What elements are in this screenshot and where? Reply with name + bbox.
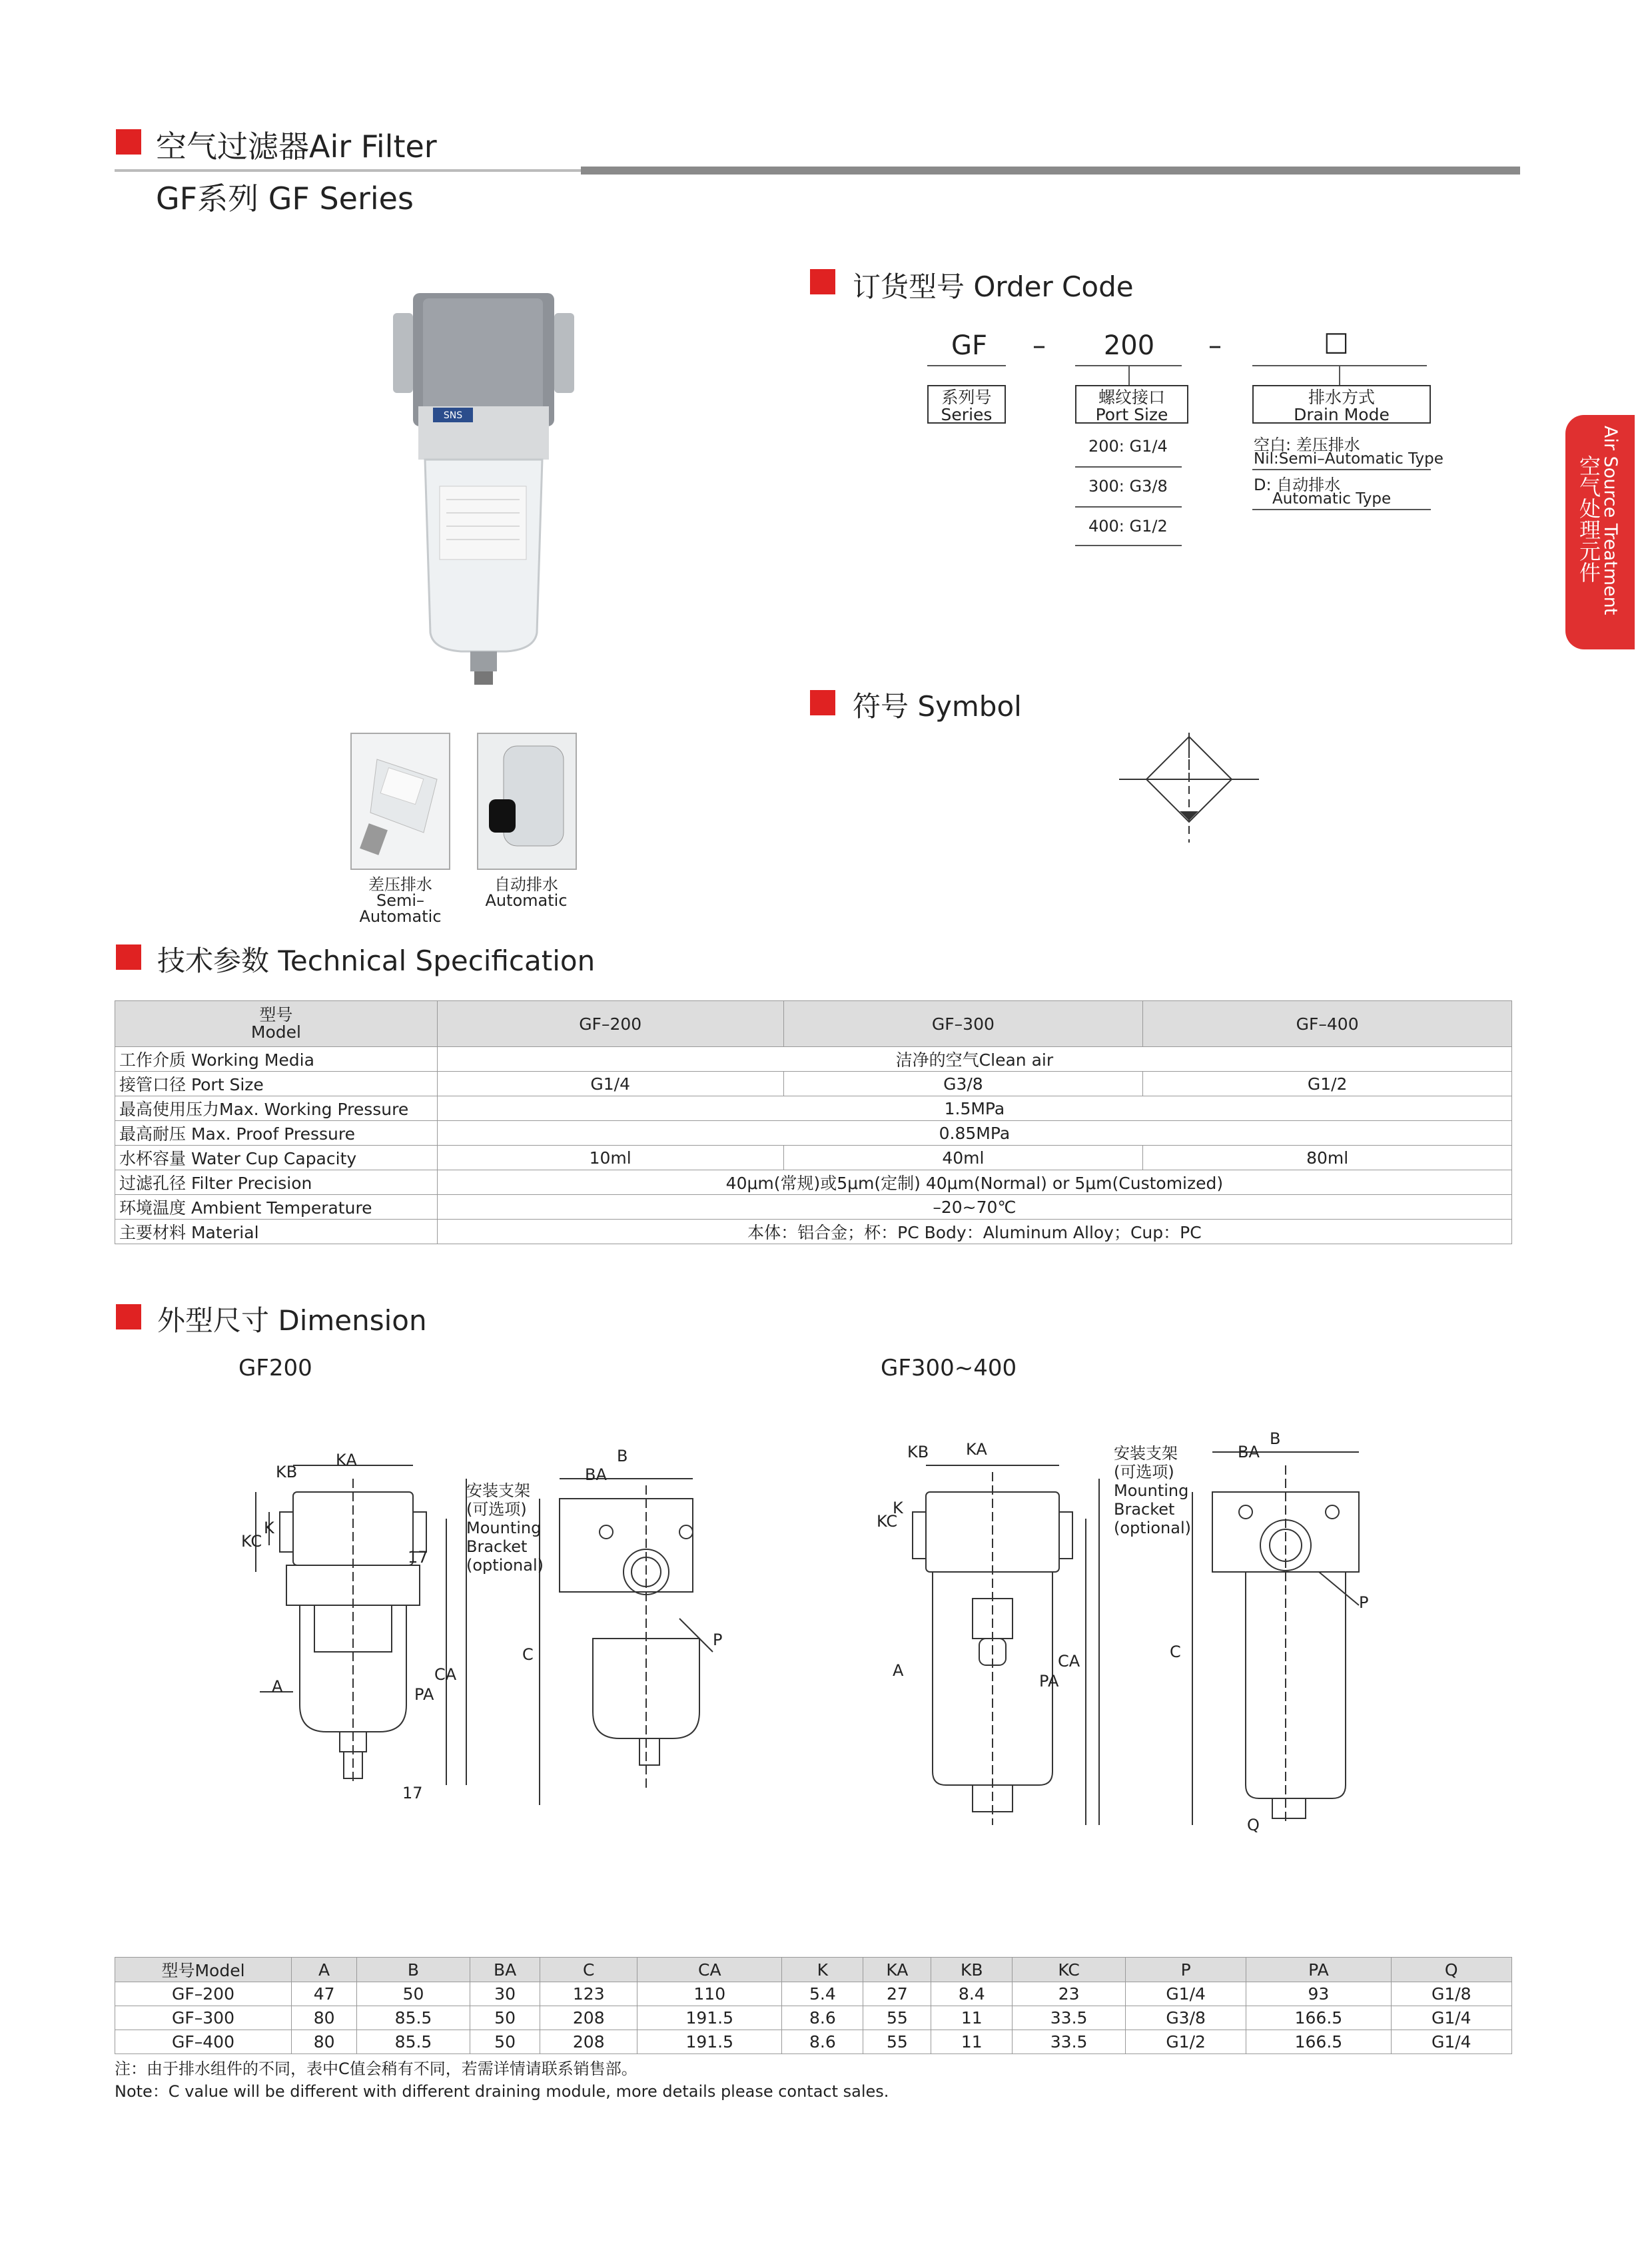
cell: 85.5 [357, 2030, 470, 2054]
cell: 23 [1013, 1982, 1126, 2006]
cell: 8.6 [782, 2006, 863, 2030]
row-label: 最高耐压 Max. Proof Pressure [115, 1121, 438, 1146]
cell: 191.5 [637, 2030, 782, 2054]
order-series-code: GF [951, 330, 987, 361]
gf200-17-bottom-label: 17 [402, 1784, 423, 1802]
dim-col-header: K [782, 1958, 863, 1982]
drain-label-en: Drain Mode [1294, 405, 1390, 424]
row-label: 环境温度 Ambient Temperature [115, 1195, 438, 1220]
table-row [115, 1195, 1512, 1220]
dim-col-header: C [540, 1958, 637, 1982]
row-value: 0.85MPa [437, 1121, 1511, 1146]
automatic-caption [466, 877, 586, 909]
cell: 166.5 [1246, 2030, 1391, 2054]
gf200-drawing-title: GF200 [238, 1355, 312, 1381]
cell: 5.4 [782, 1982, 863, 2006]
cell: 8.4 [931, 1982, 1013, 2006]
cell: 33.5 [1013, 2030, 1126, 2054]
dimension-heading: 外型尺寸 Dimension [157, 1304, 427, 1337]
cell: 11 [931, 2006, 1013, 2030]
tech-spec-header-row [115, 1001, 1512, 1047]
cell: 11 [931, 2030, 1013, 2054]
cell: 47 [292, 1982, 357, 2006]
gf200-ca-label: CA [434, 1665, 457, 1684]
bracket-cn-1: 安装支架 [1114, 1444, 1178, 1463]
row-value: G1/2 [1143, 1072, 1512, 1096]
model-header-cn: 型号 [259, 1005, 293, 1024]
row-value: G3/8 [783, 1072, 1143, 1096]
section-marker [116, 129, 141, 155]
drain-option-rule-2 [1252, 509, 1431, 510]
table-row [115, 1047, 1512, 1072]
table-row [115, 2006, 1512, 2030]
cell: 80 [292, 2006, 357, 2030]
dimension-header-row [115, 1958, 1512, 1982]
table-row [115, 1220, 1512, 1244]
gf300-a-label: A [893, 1661, 904, 1680]
table-row [115, 1121, 1512, 1146]
gf300-b-label: B [1270, 1429, 1281, 1448]
table-row [115, 1170, 1512, 1195]
bracket-en-2: Bracket [466, 1537, 528, 1556]
side-tab [1565, 415, 1635, 649]
note-en: Note：C value will be different with different draining module, more details please contact sales. [115, 2082, 889, 2101]
port-option-400: 400: G1/2 [1088, 517, 1168, 536]
order-drain-box: □ [1324, 326, 1349, 357]
drain-label-box [1252, 385, 1431, 424]
page-subtitle: GF系列 GF Series [156, 181, 414, 216]
filter-symbol-icon [1119, 733, 1259, 846]
row-label: 过滤孔径 Filter Precision [115, 1170, 438, 1195]
semi-automatic-photo [350, 733, 450, 870]
row-label: 水杯容量 Water Cup Capacity [115, 1146, 438, 1170]
cell: GF–200 [115, 1982, 292, 2006]
bracket-cn-2: (可选项) [1114, 1463, 1174, 1481]
row-label: 工作介质 Working Media [115, 1047, 438, 1072]
order-underline-1 [927, 365, 1006, 366]
row-value: 80ml [1143, 1146, 1512, 1170]
gf300-q-label: Q [1247, 1816, 1260, 1834]
order-connector-2 [1339, 365, 1340, 385]
row-value: G1/4 [437, 1072, 783, 1096]
table-row [115, 2030, 1512, 2054]
bracket-cn-1: 安装支架 [466, 1481, 530, 1500]
tech-spec-heading: 技术参数 Technical Specification [157, 944, 596, 977]
row-label: 主要材料 Material [115, 1220, 438, 1244]
model-gf400: GF–400 [1143, 1001, 1512, 1047]
side-tab-cn: 空气处理元件 [1576, 455, 1601, 583]
cell: 93 [1246, 1982, 1391, 2006]
gf300-pa-label: PA [1039, 1672, 1059, 1690]
gf300-ka-label: KA [966, 1440, 987, 1459]
model-gf300: GF–300 [783, 1001, 1143, 1047]
gf200-pa-label: PA [414, 1685, 434, 1704]
gf200-kb-label: KB [276, 1463, 298, 1481]
symbol-heading: 符号 Symbol [853, 690, 1022, 723]
row-value: 40μm(常规)或5μm(定制) 40μm(Normal) or 5μm(Customized) [437, 1170, 1511, 1195]
dim-col-header: 型号Model [115, 1958, 292, 1982]
cell: G3/8 [1125, 2006, 1246, 2030]
gf300-front-drawing [886, 1439, 1106, 1852]
automatic-photo [477, 733, 577, 870]
cell: 55 [863, 2006, 931, 2030]
port-label-box [1075, 385, 1188, 424]
cell: 55 [863, 2030, 931, 2054]
table-row [115, 1096, 1512, 1121]
bracket-en-1: Mounting [466, 1519, 542, 1537]
cell: 110 [637, 1982, 782, 2006]
dim-col-header: A [292, 1958, 357, 1982]
cell: G1/8 [1391, 1982, 1511, 2006]
gf200-17-top-label: 17 [408, 1548, 428, 1567]
cell: GF–400 [115, 2030, 292, 2054]
gf200-front-drawing [253, 1439, 473, 1838]
tech-spec-marker [116, 944, 141, 970]
dim-col-header: B [357, 1958, 470, 1982]
gf200-kc-label: KC [241, 1532, 262, 1551]
dim-col-header: P [1125, 1958, 1246, 1982]
dimension-marker [116, 1304, 141, 1329]
bracket-en-2: Bracket [1114, 1500, 1175, 1519]
order-code-heading: 订货型号 Order Code [853, 270, 1134, 303]
gf300-bracket-note [1114, 1444, 1194, 1537]
port-option-300: 300: G3/8 [1088, 477, 1168, 496]
gf300-kb-label: KB [907, 1443, 929, 1461]
gf200-a-label: A [272, 1677, 283, 1696]
cell: 33.5 [1013, 2006, 1126, 2030]
model-gf200: GF–200 [437, 1001, 783, 1047]
gf300-ba-label: BA [1238, 1443, 1260, 1461]
drain-option-rule-1 [1252, 469, 1431, 470]
cell: 50 [470, 2006, 540, 2030]
dim-col-header: KA [863, 1958, 931, 1982]
order-dash-1: – [1032, 330, 1046, 361]
gf200-k-label: K [264, 1519, 274, 1537]
tech-spec-table [115, 1000, 1512, 1244]
dimension-table [115, 1957, 1512, 2054]
row-value: 10ml [437, 1146, 783, 1170]
gf300-kc-label: KC [877, 1512, 898, 1531]
cell: 208 [540, 2006, 637, 2030]
semi-automatic-caption [337, 877, 464, 925]
cell: 50 [357, 1982, 470, 2006]
product-photo [386, 286, 586, 686]
row-value: 本体：铝合金；杯：PC Body：Aluminum Alloy；Cup：PC [437, 1220, 1511, 1244]
table-row [115, 1982, 1512, 2006]
gf200-ba-label: BA [585, 1465, 607, 1484]
cell: 85.5 [357, 2006, 470, 2030]
cell: 123 [540, 1982, 637, 2006]
symbol-marker [810, 690, 835, 715]
auto-caption-en: Automatic [485, 891, 568, 910]
cell: 27 [863, 1982, 931, 2006]
side-tab-en: Air Source Treatment [1600, 426, 1621, 615]
gf200-p-label: P [713, 1631, 723, 1649]
auto-caption-cn: 自动排水 [494, 875, 558, 894]
gf300-ca-label: CA [1058, 1652, 1080, 1671]
row-value: –20~70℃ [437, 1195, 1511, 1220]
cell: G1/4 [1391, 2030, 1511, 2054]
model-header-en: Model [250, 1022, 301, 1042]
row-value: 40ml [783, 1146, 1143, 1170]
order-connector [1128, 365, 1130, 385]
port-option-rule-2 [1075, 506, 1182, 508]
semi-caption-cn: 差压排水 [368, 875, 432, 894]
series-label-en: Series [941, 405, 993, 424]
order-size-code: 200 [1103, 330, 1155, 361]
dim-col-header: PA [1246, 1958, 1391, 1982]
bracket-en-1: Mounting [1114, 1481, 1189, 1500]
cell: 191.5 [637, 2006, 782, 2030]
note-cn: 注：由于排水组件的不同，表中C值会稍有不同，若需详情请联系销售部。 [115, 2059, 637, 2078]
cell: 8.6 [782, 2030, 863, 2054]
bracket-en-3: (optional) [1114, 1519, 1191, 1537]
cell: 166.5 [1246, 2006, 1391, 2030]
cell: G1/4 [1391, 2006, 1511, 2030]
dim-col-header: BA [470, 1958, 540, 1982]
bracket-en-3: (optional) [466, 1556, 544, 1575]
header-rule-thick [581, 167, 1520, 175]
row-label: 接管口径 Port Size [115, 1072, 438, 1096]
table-row [115, 1146, 1512, 1170]
dim-col-header: KC [1013, 1958, 1126, 1982]
gf300-p-label: P [1359, 1593, 1369, 1612]
row-label: 最高使用压力Max. Working Pressure [115, 1096, 438, 1121]
gf200-bracket-note [466, 1481, 546, 1575]
port-label-cn: 螺纹接口 [1098, 388, 1165, 407]
gf300-k-label: K [893, 1499, 903, 1517]
row-value: 1.5MPa [437, 1096, 1511, 1121]
order-code-marker [810, 269, 835, 294]
gf200-side-drawing [533, 1459, 719, 1832]
cell: 208 [540, 2030, 637, 2054]
port-label-en: Port Size [1095, 405, 1168, 424]
gf200-ka-label: KA [336, 1451, 357, 1469]
cell: G1/4 [1125, 1982, 1246, 2006]
gf200-b-label: B [617, 1447, 628, 1465]
series-label-cn: 系列号 [941, 388, 992, 407]
drain-option-nil-cn: 空白: 差压排水 [1254, 436, 1360, 454]
drain-option-nil-en: Nil:Semi–Automatic Type [1254, 450, 1444, 468]
drain-label-cn: 排水方式 [1308, 388, 1375, 407]
model-header [115, 1001, 438, 1047]
svg-text:SNS: SNS [443, 410, 463, 421]
row-value: 洁净的空气Clean air [437, 1047, 1511, 1072]
port-option-rule-3 [1075, 545, 1182, 546]
cell: G1/2 [1125, 2030, 1246, 2054]
gf300-drawing-title: GF300~400 [881, 1355, 1017, 1381]
table-row [115, 1072, 1512, 1096]
header-rule-thin [115, 169, 581, 172]
cell: 30 [470, 1982, 540, 2006]
cell: 50 [470, 2030, 540, 2054]
gf300-c-label: C [1170, 1643, 1181, 1661]
cell: GF–300 [115, 2006, 292, 2030]
bracket-cn-2: (可选项) [466, 1500, 527, 1519]
port-option-200: 200: G1/4 [1088, 437, 1168, 456]
gf300-side-drawing [1186, 1439, 1386, 1838]
drain-option-d-cn: D: 自动排水 [1254, 476, 1341, 494]
dim-col-header: CA [637, 1958, 782, 1982]
port-option-rule-1 [1075, 466, 1182, 468]
page-title: 空气过滤器Air Filter [156, 129, 437, 165]
drain-option-d-en: Automatic Type [1272, 490, 1392, 508]
semi-caption-en: Semi–Automatic [359, 891, 442, 926]
gf200-c-label: C [522, 1645, 534, 1664]
cell: 80 [292, 2030, 357, 2054]
dim-col-header: KB [931, 1958, 1013, 1982]
order-dash-2: – [1208, 330, 1222, 361]
series-label-box [927, 385, 1006, 424]
dim-col-header: Q [1391, 1958, 1511, 1982]
